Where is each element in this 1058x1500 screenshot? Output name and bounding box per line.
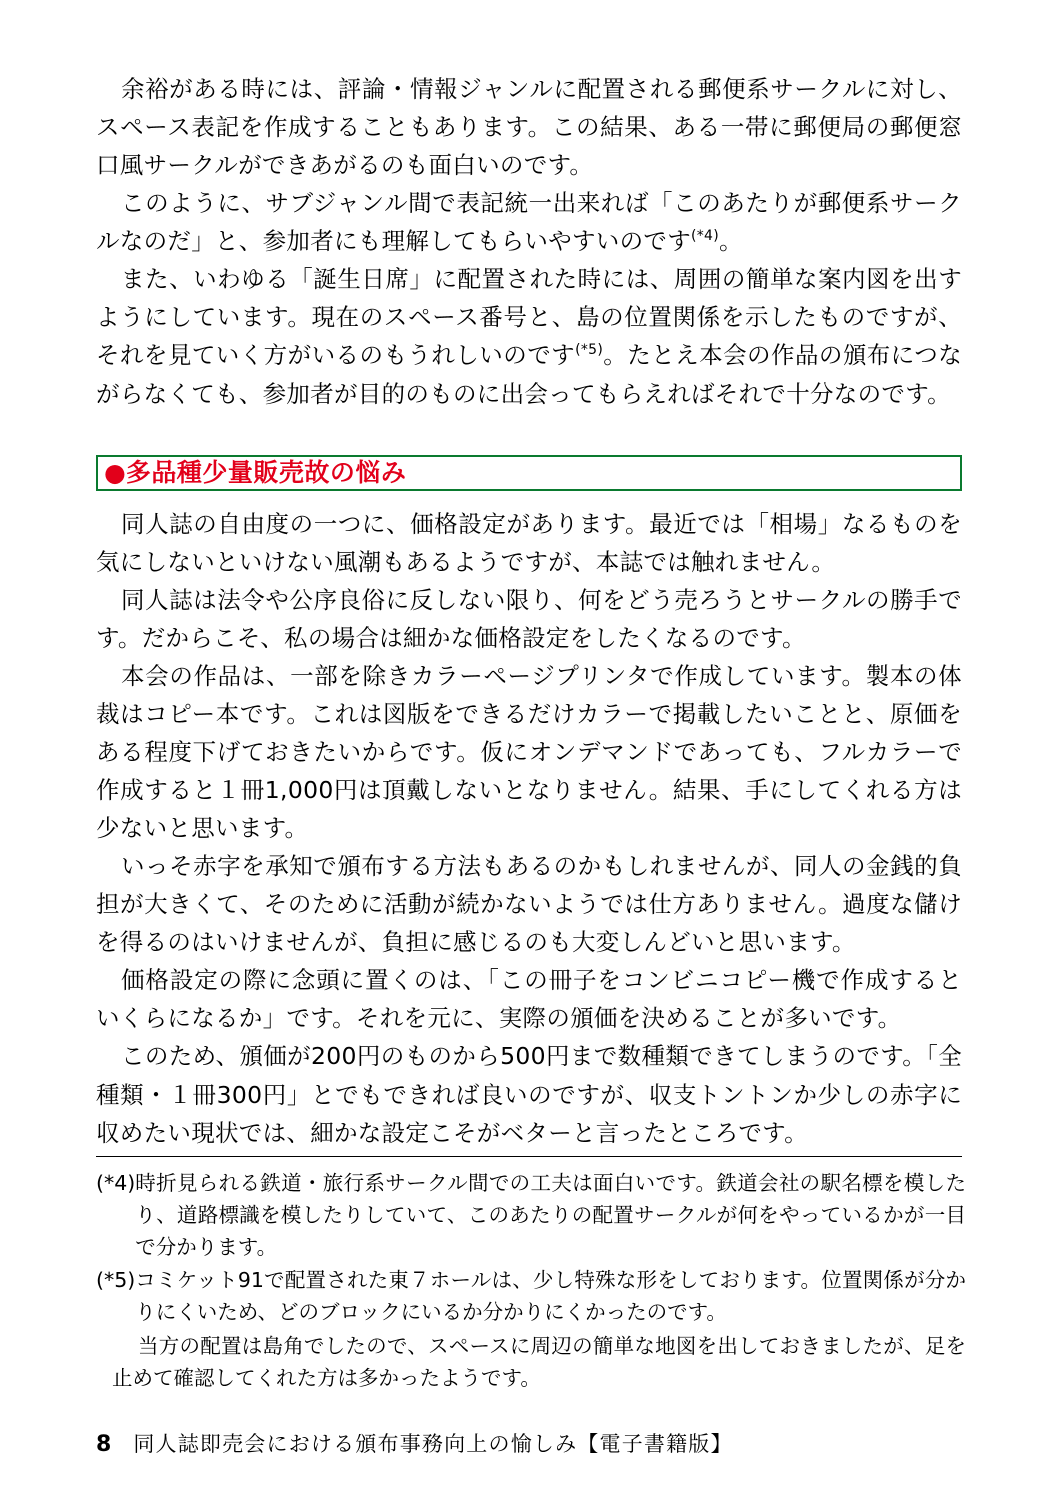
- footnote-text: 時折見られる鉄道・旅行系サークル間での工夫は面白いです。鉄道会社の駅名標を模したり、道路標識を模したりしていて、このあたりの配置サークルが何をやっているかが一目で分かります。: [135, 1171, 966, 1259]
- footnote-area: [96, 1168, 966, 1394]
- paragraph: 本会の作品は、一部を除きカラーページプリンタで作成しています。製本の体裁はコピー本です。これは図版をできるだけカラーで掲載したいことと、原価をある程度下げておきたいからです。仮にオンデマンドであっても、フルカラーで作成すると１冊1,000円は頂戴しないとなりません。結果、手にしてくれる方は少ないと思います。: [96, 661, 962, 843]
- footnote-item: [96, 1265, 966, 1329]
- section-heading: [96, 455, 962, 491]
- page-number: 8: [96, 1432, 112, 1457]
- page-footer: [96, 1428, 962, 1458]
- footnote-text: コミケット91で配置された東７ホールは、少し特殊な形をしております。位置関係が分かりにくいため、どのブロックにいるか分かりにくかったのです。: [135, 1268, 966, 1325]
- footnote-ref-4: (*4): [691, 228, 720, 245]
- page-content: [96, 70, 962, 1152]
- paragraph: このため、頒価が200円のものから500円まで数種類できてしまうのです。「全種類・１冊300円」とでもできれば良いのですが、収支トントンか少しの赤字に収めたい現状では、細かな設定こそがベターと言ったところです。: [96, 1042, 962, 1147]
- paragraph-suffix: 。: [719, 227, 743, 256]
- footer-title: 同人誌即売会における頒布事務向上の愉しみ【電子書籍版】: [133, 1432, 733, 1456]
- paragraph: 価格設定の際に念頭に置くのは、「この冊子をコンビニコピー機で作成するといくらになるか」です。それを元に、実際の頒価を決めることが多いです。: [96, 966, 962, 1033]
- paragraph: 同人誌は法令や公序良俗に反しない限り、何をどう売ろうとサークルの勝手です。だからこそ、私の場合は細かな価格設定をしたくなるのです。: [96, 585, 962, 652]
- paragraph-text: このように、サブジャンル間で表記統一出来れば「このあたりが郵便系サークルなのだ」と、参加者にも理解してもらいやすいのです: [96, 189, 962, 256]
- footnote-item: [96, 1168, 966, 1263]
- bullet-icon: ●: [104, 458, 126, 488]
- paragraph: [96, 260, 962, 412]
- footnote-marker: (*5): [96, 1268, 136, 1293]
- section-heading-text: 多品種少量販売故の悩み: [125, 458, 407, 488]
- paragraph: 同人誌の自由度の一つに、価格設定があります。最近では「相場」なるものを気にしないといけない風潮もあるようですが、本誌では触れません。: [96, 509, 962, 576]
- paragraph-suffix: 。たとえ本会の作品の頒布につながらなくても、参加者が目的のものに出会ってもらえればそれで十分なのです。: [96, 341, 963, 408]
- footnote-extra-text: 当方の配置は島角でしたので、スペースに周辺の簡単な地図を出しておきましたが、足を止めて確認してくれた方は多かったようです。: [112, 1333, 966, 1390]
- footnote-ref-5: (*5): [575, 342, 604, 359]
- paragraph: いっそ赤字を承知で頒布する方法もあるのかもしれませんが、同人の金銭的負担が大きくて、そのために活動が続かないようでは仕方ありません。過度な儲けを得るのはいけませんが、負担に感じるのも大変しんどいと思います。: [96, 852, 962, 957]
- paragraph: 余裕がある時には、評論・情報ジャンルに配置される郵便系サークルに対し、スペース表記を作成することもあります。この結果、ある一帯に郵便局の郵便窓口風サークルができあがるのも面白いのです。: [96, 75, 962, 180]
- paragraph-text: また、いわゆる「誕生日席」に配置された時には、周囲の簡単な案内図を出すようにしています。現在のスペース番号と、島の位置関係を示したものですが、それを見ていく方がいるのもうれしいのです: [96, 265, 962, 370]
- footnote-marker: (*4): [96, 1171, 136, 1195]
- footnote-divider: [96, 1156, 962, 1157]
- paragraph: [96, 184, 962, 260]
